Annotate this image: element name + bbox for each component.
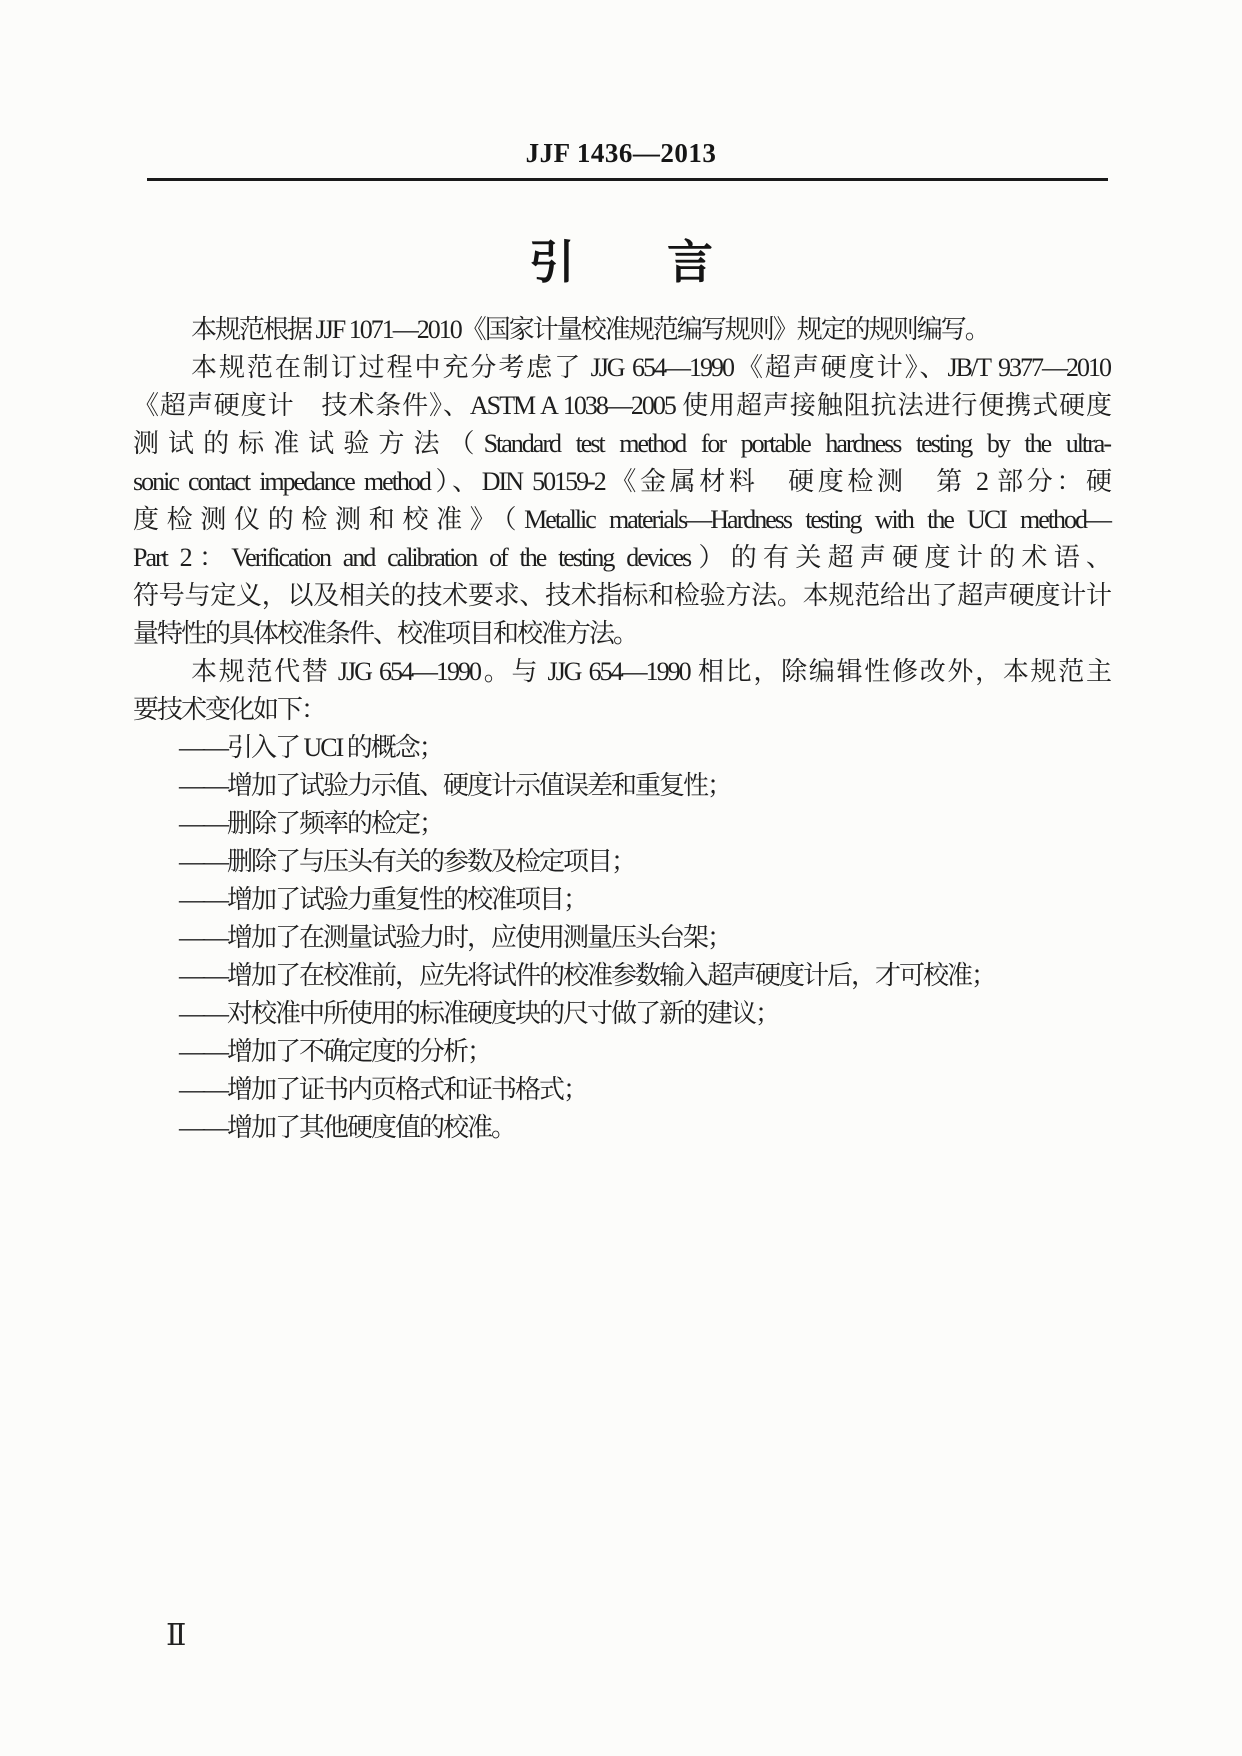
intro-paragraph-line: 《超声硬度计 技术条件》、ASTM A 1038—2005 使用超声接触阻抗法进行便携式硬度 [133, 391, 1110, 420]
change-list-item: ——增加了在校准前，应先将试件的校准参数输入超声硬度计后，才可校准； [179, 961, 996, 990]
intro-paragraph-line: 本规范在制订过程中充分考虑了 JJG 654—1990《超声硬度计》、JB/T 9377—2010 [191, 353, 1110, 382]
standard-number: JJF 1436—2013 [525, 138, 717, 168]
intro-paragraph-line: 本规范代替 JJG 654—1990。与 JJG 654—1990 相比，除编辑性修改外，本规范主 [191, 657, 1110, 686]
change-list-item: ——删除了与压头有关的参数及检定项目； [179, 847, 636, 876]
page-title: 引 言 [529, 236, 713, 288]
change-list-item: ——删除了频率的检定； [179, 809, 444, 838]
change-list-item: ——引入了 UCI 的概念； [179, 733, 443, 762]
change-list-item: ——增加了证书内页格式和证书格式； [179, 1075, 588, 1104]
intro-paragraph-line: 符号与定义，以及相关的技术要求、技术指标和检验方法。本规范给出了超声硬度计计 [133, 581, 1110, 610]
intro-paragraph-line: Part 2：Verification and calibration of the testing devices）的有关超声硬度计的术语、 [133, 543, 1110, 572]
intro-paragraph-line: 量特性的具体校准条件、校准项目和校准方法。 [133, 619, 638, 648]
change-list-item: ——增加了不确定度的分析； [179, 1037, 492, 1066]
change-list-item: ——增加了试验力重复性的校准项目； [179, 885, 588, 914]
change-list-item: ——增加了试验力示值、硬度计示值误差和重复性； [179, 771, 732, 800]
change-list-item: ——增加了在测量试验力时，应使用测量压头台架； [179, 923, 732, 952]
intro-paragraph-line: sonic contact impedance method）、DIN 50159-2《金属材料 硬度检测 第 2 部分：硬 [133, 467, 1110, 496]
header-rule [147, 178, 1108, 181]
intro-paragraph-line: 测试的标准试验方法（Standard test method for portable hardness testing by the ultra- [133, 429, 1110, 458]
intro-paragraph-line: 本规范根据 JJF 1071—2010《国家计量校准规范编写规则》规定的规则编写。 [191, 315, 989, 344]
page-number: Ⅱ [166, 1619, 187, 1652]
intro-paragraph-line: 要技术变化如下： [133, 695, 326, 724]
intro-paragraph-line: 度检测仪的检测和校准》（Metallic materials—Hardness testing with the UCI method— [133, 505, 1110, 534]
change-list-item: ——增加了其他硬度值的校准。 [179, 1113, 516, 1142]
document-body [133, 311, 1110, 1147]
change-list-item: ——对校准中所使用的标准硬度块的尺寸做了新的建议； [179, 999, 780, 1028]
